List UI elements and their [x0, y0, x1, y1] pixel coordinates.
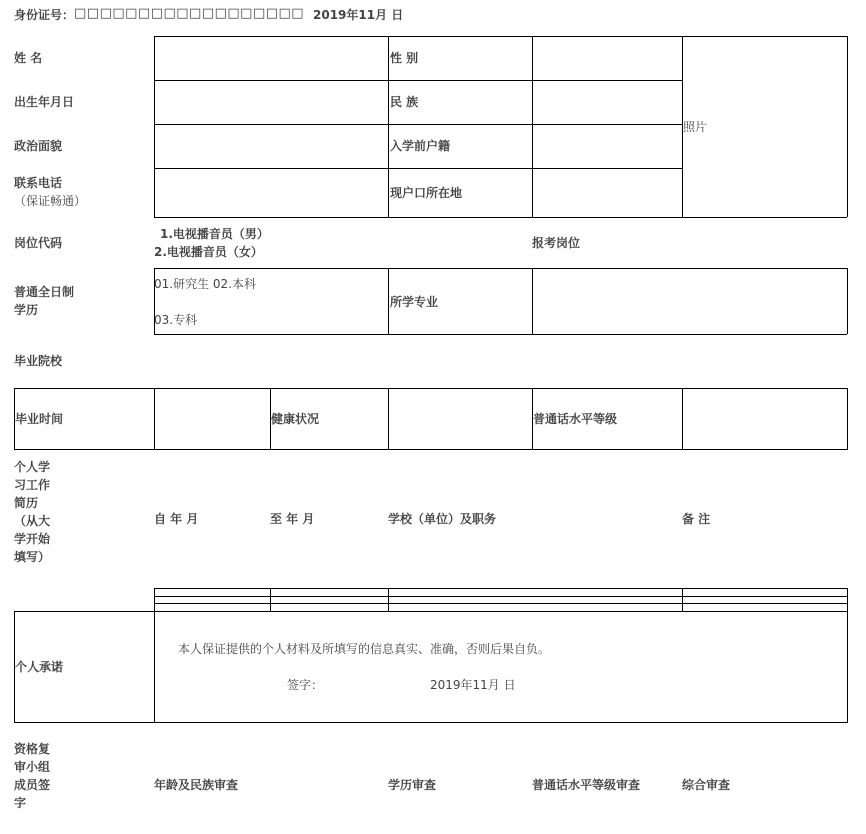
position-code-label: 岗位代码	[14, 236, 63, 250]
school-label: 毕业院校	[14, 354, 63, 368]
photo-label: 照片	[683, 120, 708, 134]
phone-note: （保证畅通）	[14, 194, 87, 208]
ethnic-field[interactable]	[534, 82, 680, 122]
table-line	[270, 588, 271, 612]
review-education: 学历审查	[388, 778, 437, 792]
table-line	[154, 611, 155, 723]
gender-label: 性 别	[390, 51, 419, 65]
ethnic-label: 民 族	[390, 95, 419, 109]
signature-field[interactable]	[322, 676, 422, 694]
major-label: 所学专业	[390, 295, 439, 309]
education-label-line2: 学历	[14, 303, 39, 317]
review-label: 资格复审小组成员签字	[14, 742, 51, 810]
position-option-2: 2.电视播音员（女）	[154, 245, 263, 259]
table-line	[154, 588, 155, 612]
education-options-line2: 03.专科	[154, 313, 198, 327]
apply-position-label: 报考岗位	[532, 236, 581, 250]
table-line	[847, 268, 848, 334]
resume-label: 个人学习工作简历（从大学开始填写）	[14, 460, 51, 564]
resume-note-label: 备 注	[682, 512, 711, 526]
table-line	[532, 268, 533, 334]
phone-field[interactable]	[156, 170, 386, 215]
pledge-label: 个人承诺	[15, 660, 64, 674]
table-line	[154, 217, 847, 218]
birth-date-field[interactable]	[156, 82, 386, 122]
table-line	[154, 588, 847, 589]
review-age-ethnic: 年龄及民族审查	[154, 778, 239, 792]
resume-from-label: 自 年 月	[154, 512, 199, 526]
table-line	[388, 588, 389, 612]
table-line	[682, 388, 683, 450]
header-date: 2019年11月 日	[313, 8, 404, 22]
hukou-before-field[interactable]	[534, 126, 680, 166]
table-line	[388, 36, 389, 217]
table-line	[154, 80, 682, 81]
table-line	[154, 603, 847, 604]
table-line	[154, 36, 155, 217]
phone-label: 联系电话	[14, 176, 63, 190]
review-overall: 综合审查	[682, 778, 731, 792]
education-label-line1: 普通全日制	[14, 285, 75, 299]
table-line	[154, 268, 847, 269]
photo-box[interactable]	[684, 38, 845, 215]
health-label: 健康状况	[271, 412, 320, 426]
sign-label: 签字：	[287, 678, 324, 692]
political-status-label: 政治面貌	[14, 139, 63, 153]
political-status-field[interactable]	[156, 126, 386, 166]
resume-to-label: 至 年 月	[270, 512, 315, 526]
table-line	[388, 268, 389, 334]
id-number-boxes[interactable]: □□□□□□□□□□□□□□□□□□	[74, 6, 305, 21]
review-mandarin: 普通话水平等级审查	[532, 778, 641, 792]
table-line	[154, 596, 847, 597]
table-line	[682, 588, 683, 612]
mandarin-field[interactable]	[684, 390, 846, 448]
gender-field[interactable]	[534, 38, 680, 78]
id-number-label: 身份证号：	[14, 8, 75, 22]
major-field[interactable]	[534, 270, 845, 332]
current-hukou-label: 现户口所在地	[390, 186, 463, 200]
name-label: 姓 名	[14, 51, 43, 65]
table-line	[532, 36, 533, 217]
hukou-before-label: 入学前户籍	[390, 139, 451, 153]
table-line	[154, 36, 847, 37]
table-line	[847, 36, 848, 217]
birth-date-label: 出生年月日	[14, 95, 75, 109]
table-line	[154, 168, 682, 169]
current-hukou-field[interactable]	[534, 170, 680, 215]
health-field[interactable]	[390, 390, 530, 448]
table-line	[154, 334, 847, 335]
pledge-box	[14, 611, 848, 723]
table-line	[388, 388, 389, 450]
pledge-text: 本人保证提供的个人材料及所填写的信息真实、准确，否则后果自负。	[178, 642, 551, 656]
name-field[interactable]	[156, 38, 386, 78]
sign-date: 2019年11月 日	[430, 678, 516, 692]
resume-school-label: 学校（单位）及职务	[388, 512, 497, 526]
education-options-line1: 01.研究生 02.本科	[154, 277, 256, 291]
position-option-1: 1.电视播音员（男）	[160, 227, 269, 241]
table-line	[847, 588, 848, 612]
table-line	[154, 124, 682, 125]
grad-time-label: 毕业时间	[15, 412, 64, 426]
grad-time-field[interactable]	[156, 390, 268, 448]
table-line	[154, 388, 155, 450]
mandarin-label: 普通话水平等级	[533, 412, 618, 426]
